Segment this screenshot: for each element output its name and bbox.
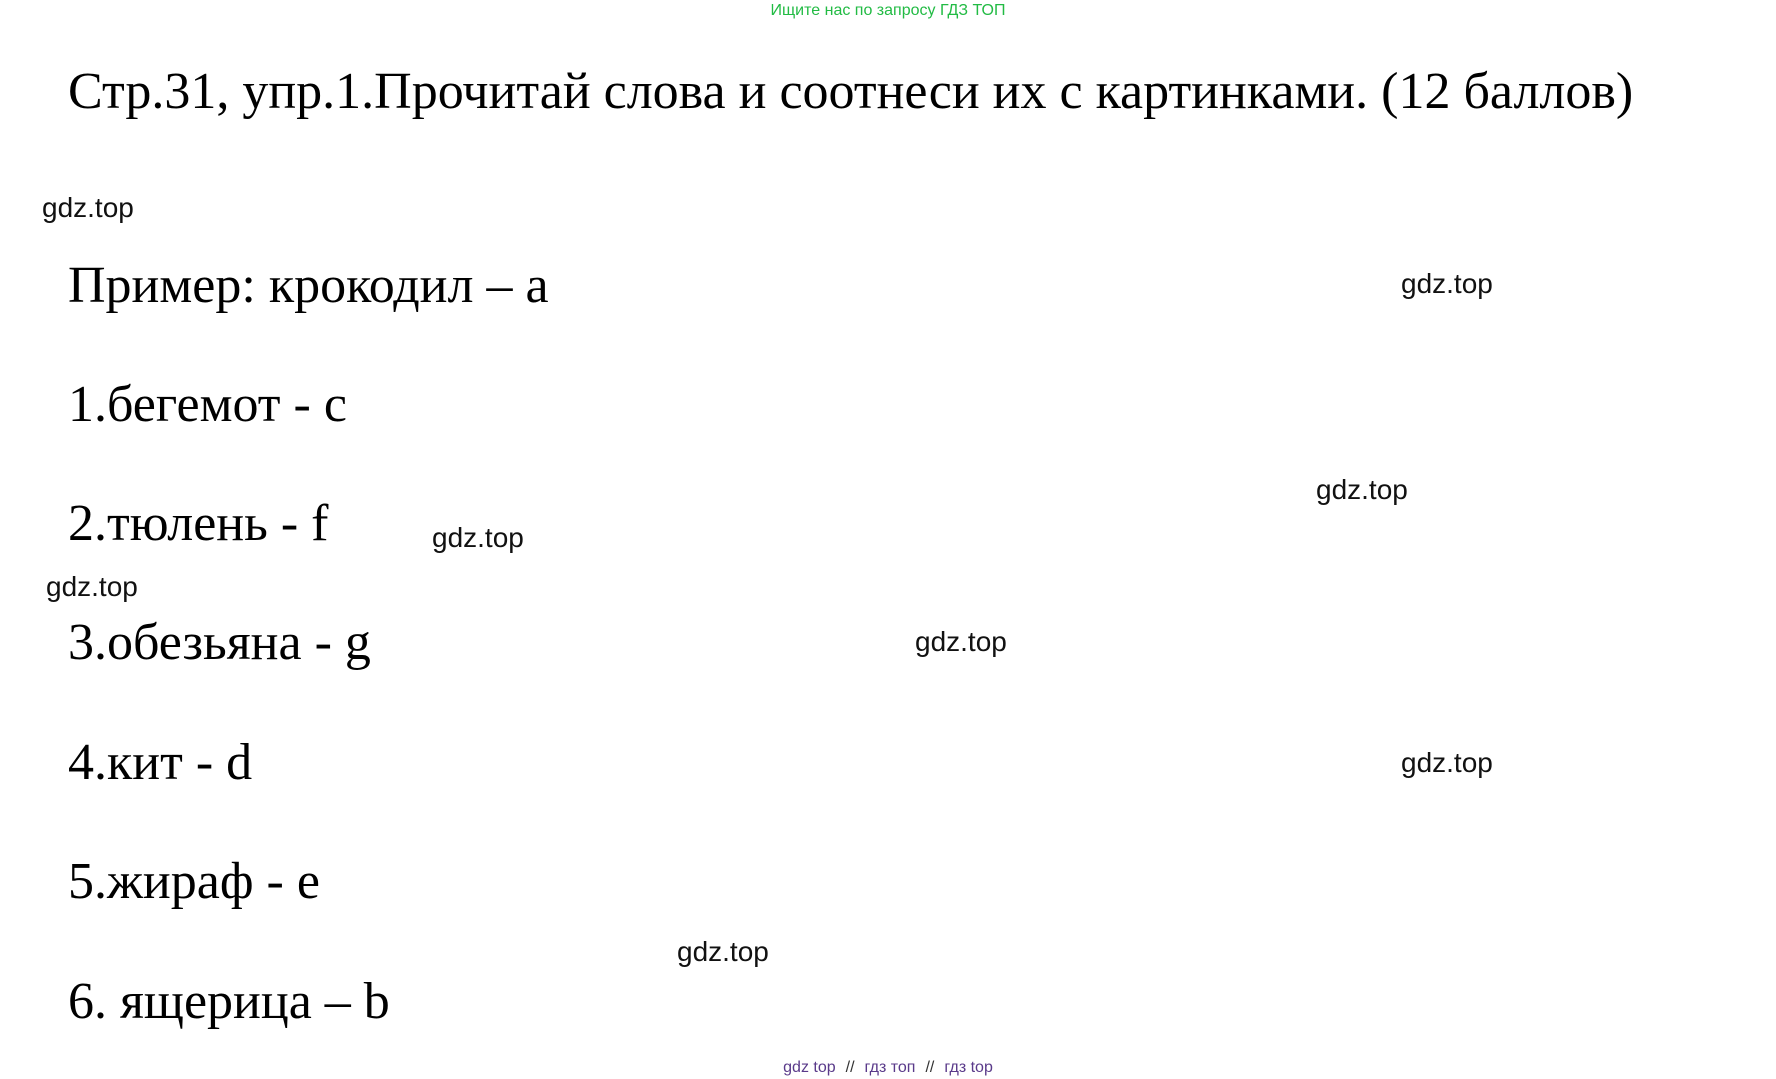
answer-line-1: 1.бегемот - c (68, 376, 347, 433)
search-hint-banner: Ищите нас по запросу ГДЗ ТОП (770, 2, 1006, 19)
watermark: gdz.top (915, 626, 1007, 657)
exercise-title: Стр.31, упр.1.Прочитай слова и соотнеси их с картинками. (12 баллов) (68, 63, 1634, 120)
answer-line-2: 2.тюлень - f (68, 495, 329, 552)
watermark: gdz.top (1316, 474, 1408, 505)
footer-link-gdz-top[interactable]: gdz top (783, 1059, 836, 1076)
answer-line-4: 4.кит - d (68, 734, 253, 791)
answer-line-3: 3.обезьяна - g (68, 614, 371, 671)
footer-link-gdz-top-ru[interactable]: гдз топ (864, 1059, 916, 1076)
watermark: gdz.top (432, 522, 524, 553)
watermark: gdz.top (677, 936, 769, 967)
footer-separator: // (925, 1059, 935, 1076)
answer-line-5: 5.жираф - e (68, 853, 320, 910)
watermark: gdz.top (46, 571, 138, 602)
watermark: gdz.top (1401, 268, 1493, 299)
answer-line-6: 6. ящерица – b (68, 973, 390, 1030)
watermark: gdz.top (1401, 747, 1493, 778)
footer-link-gdz-top-mixed[interactable]: гдз top (944, 1059, 993, 1076)
watermark: gdz.top (42, 192, 134, 223)
footer-links (0, 1058, 1776, 1078)
footer-separator: // (845, 1059, 855, 1076)
example-line: Пример: крокодил – a (68, 257, 549, 314)
